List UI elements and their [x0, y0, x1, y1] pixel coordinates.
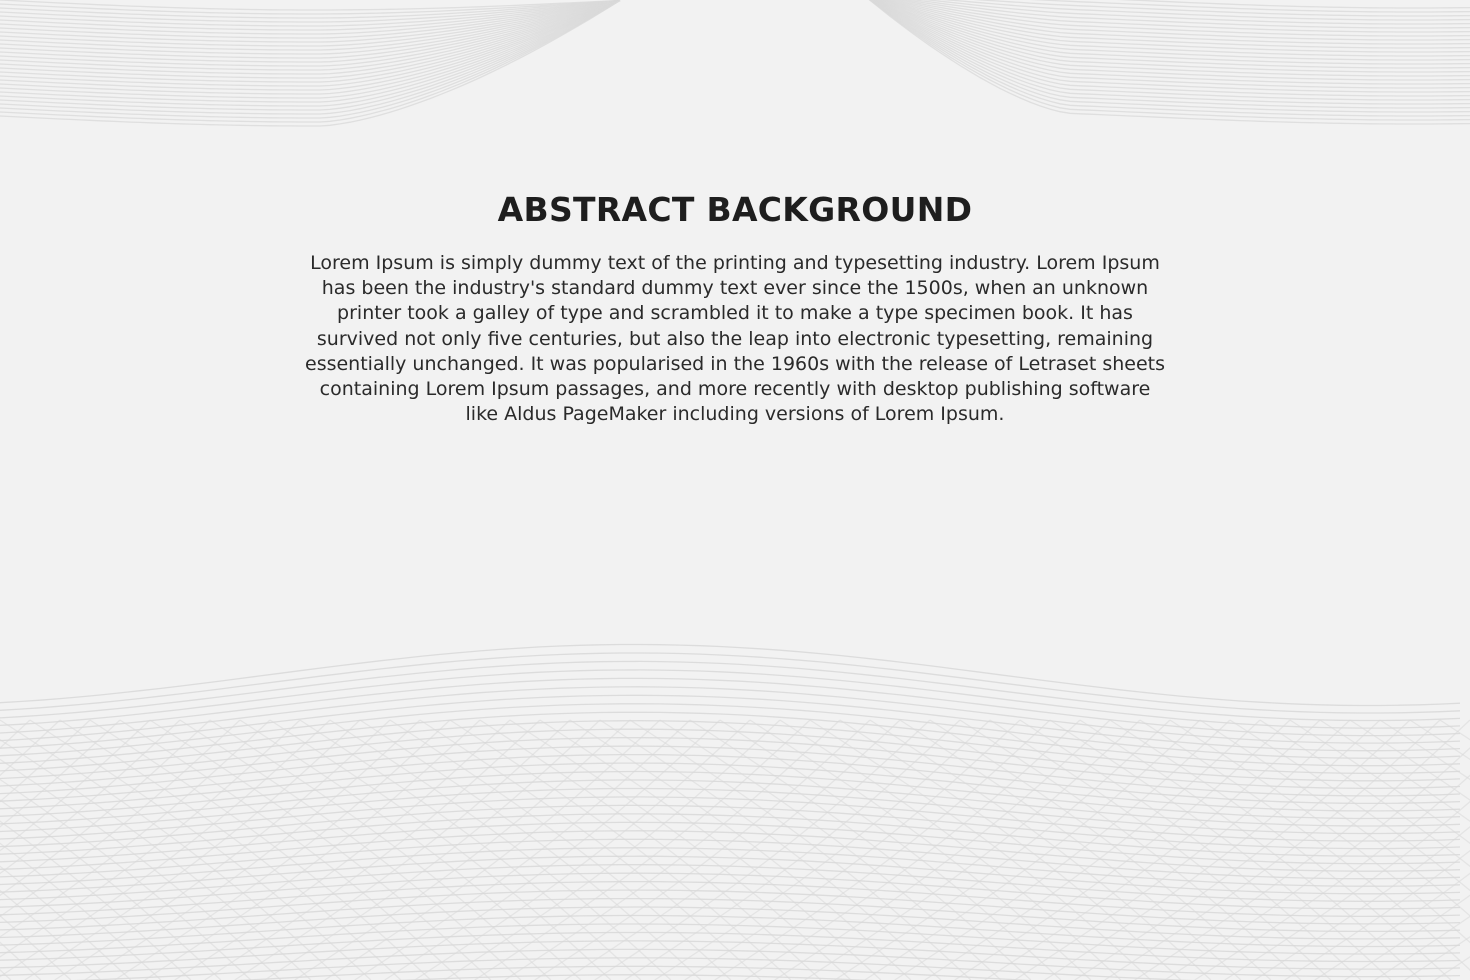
mesh-line — [1200, 720, 1470, 980]
mesh-line — [780, 720, 1121, 980]
mesh-line — [1080, 720, 1421, 980]
mesh-line — [1345, 720, 1470, 980]
wave-line — [0, 670, 1460, 728]
mesh-line — [1440, 720, 1470, 980]
mesh-line — [1405, 720, 1470, 980]
mesh-line — [120, 720, 461, 980]
mesh-line — [810, 720, 1151, 980]
hero-text-block — [0, 190, 1470, 427]
mesh-line — [960, 720, 1301, 980]
top-left-wave-line — [0, 0, 620, 126]
wave-line — [0, 746, 1460, 796]
body-paragraph: Lorem Ipsum is simply dummy text of the printing and typesetting industry. Lorem Ipsum has been the industry's standard dummy text ever since the 1500s, when an unknown printer took a galley of type and scrambled it to make a type specimen book. It has survived not only five centuries, but also the leap into electronic typesetting, remaining essentially unchanged. It was popularised in the 1960s with the release of Letraset sheets containing Lorem Ipsum passages, and more recently with desktop publishing software like Aldus PageMaker including versions of Lorem Ipsum. — [305, 252, 1165, 426]
mesh-line — [1380, 720, 1470, 980]
mesh-line — [660, 720, 1001, 980]
wave-line — [0, 653, 1460, 713]
mesh-line — [0, 720, 30, 980]
wave-line — [0, 661, 1460, 720]
mesh-line — [1165, 720, 1470, 980]
mesh-line — [0, 720, 41, 980]
mesh-line — [0, 720, 251, 980]
wave-line — [0, 645, 1460, 706]
mesh-line — [930, 720, 1271, 980]
page-title: ABSTRACT BACKGROUND — [497, 190, 973, 229]
wave-line — [0, 772, 1460, 819]
mesh-line — [1320, 720, 1470, 980]
mesh-line — [1285, 720, 1470, 980]
mesh-line — [0, 720, 341, 980]
mesh-line — [150, 720, 491, 980]
mesh-line — [1050, 720, 1391, 980]
wave-line — [0, 949, 1460, 976]
wave-line — [0, 789, 1460, 834]
wave-line — [0, 941, 1460, 969]
